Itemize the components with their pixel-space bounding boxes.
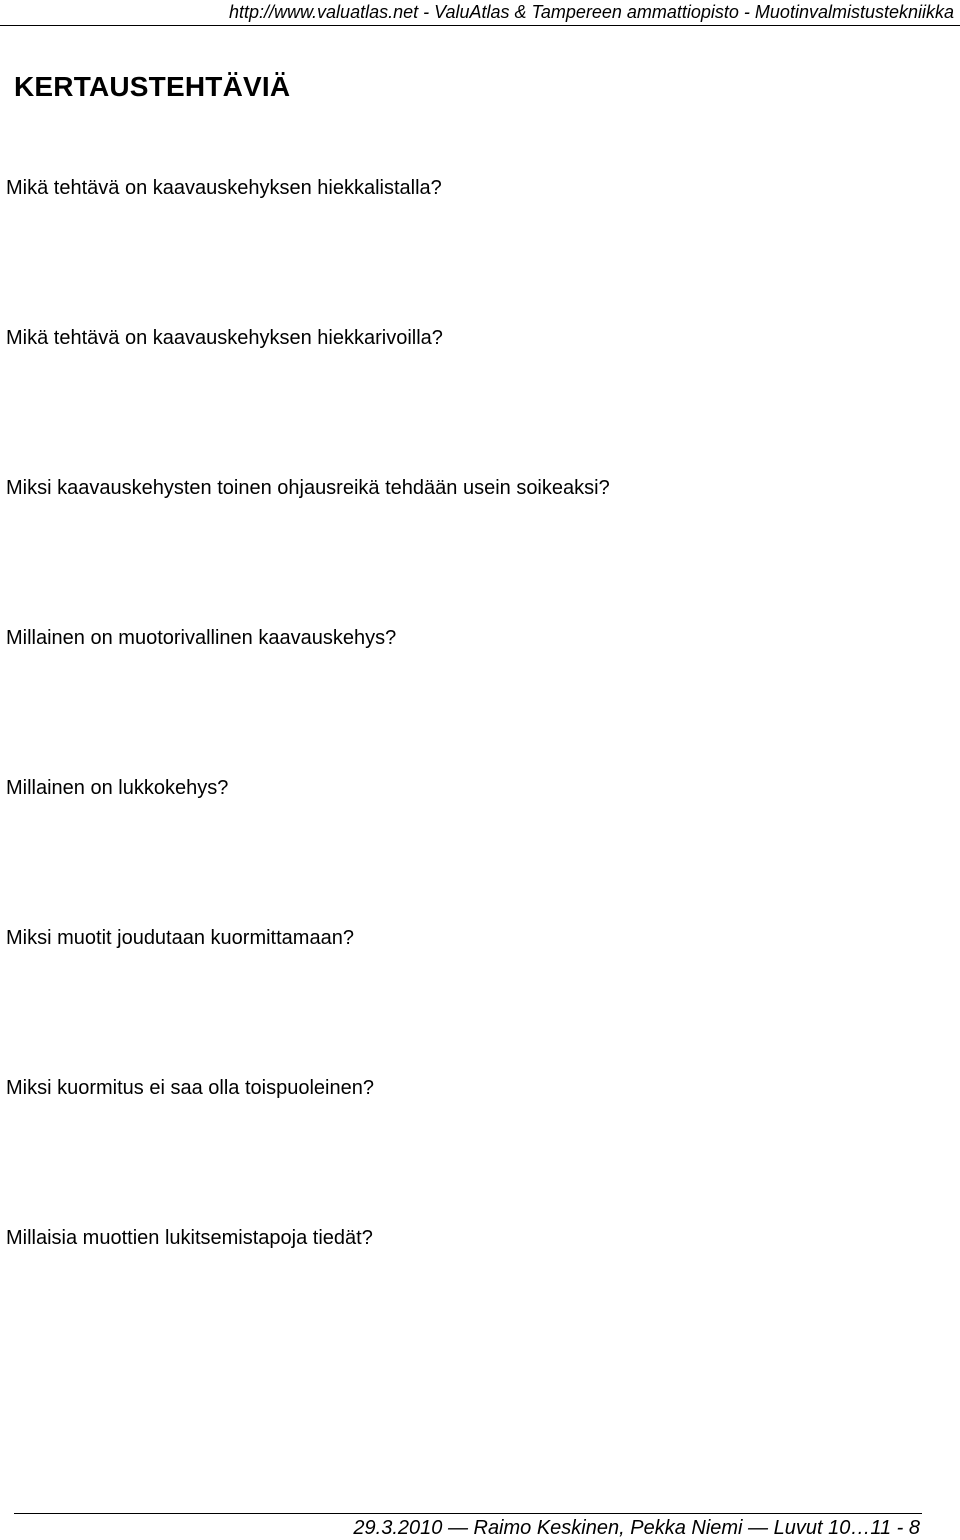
question-4: Millainen on muotorivallinen kaavauskehys?	[6, 627, 397, 649]
question-6: Miksi muotit joudutaan kuormittamaan?	[6, 927, 354, 949]
header-divider	[0, 25, 960, 26]
question-1: Mikä tehtävä on kaavauskehyksen hiekkalistalla?	[6, 177, 442, 199]
question-7: Miksi kuormitus ei saa olla toispuoleinen?	[6, 1077, 374, 1099]
question-5: Millainen on lukkokehys?	[6, 777, 229, 799]
footer-text: 29.3.2010 — Raimo Keskinen, Pekka Niemi — Luvut 10…11 - 8	[353, 1517, 920, 1539]
question-3: Miksi kaavauskehysten toinen ohjausreikä tehdään usein soikeaksi?	[6, 477, 610, 499]
section-title: KERTAUSTEHTÄVIÄ	[14, 71, 291, 102]
question-8: Millaisia muottien lukitsemistapoja tiedät?	[6, 1227, 373, 1249]
header-source-url: http://www.valuatlas.net - ValuAtlas & Tampereen ammattiopisto - Muotinvalmistustekniikka	[229, 2, 954, 22]
footer-divider	[14, 1513, 922, 1514]
question-2: Mikä tehtävä on kaavauskehyksen hiekkarivoilla?	[6, 327, 443, 349]
